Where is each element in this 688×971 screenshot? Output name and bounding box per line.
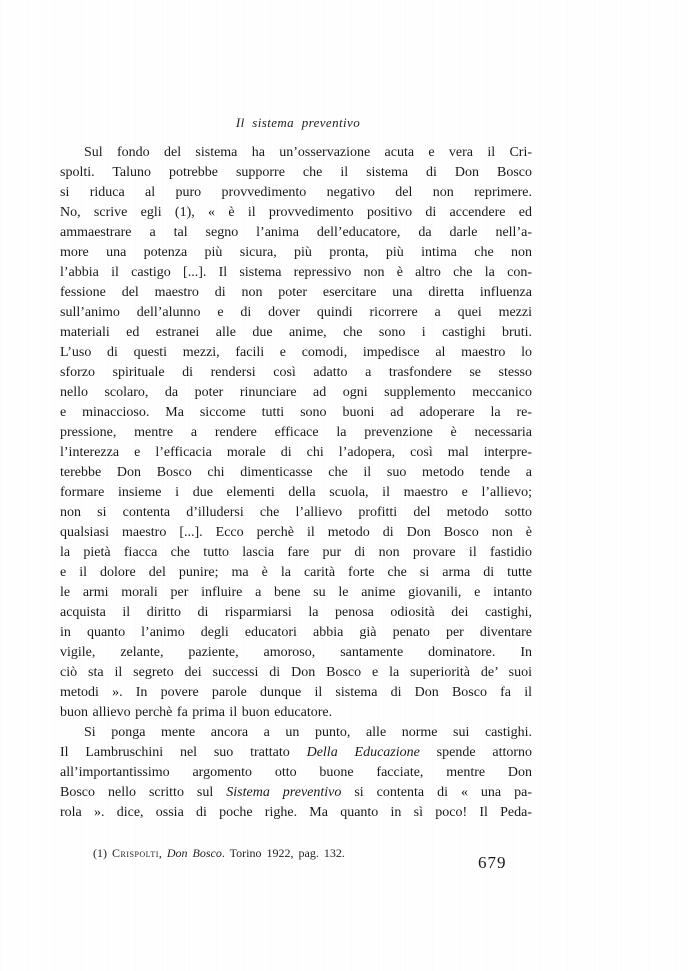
text-segment: si contenta di « una pa- [341,785,532,800]
text-line [60,403,532,423]
text-segment: No, scrive egli (1), « è il provvedimento positivo di accendere ed [60,205,532,220]
text-line [60,583,532,603]
smallcaps-text: Crispolti [112,846,159,860]
text-line [60,803,532,823]
text-segment: rola ». dice, ossia di poche righe. Ma quanto in sì poco! Il Peda- [60,805,532,820]
text-segment: vigile, zelante, paziente, amoroso, santamente dominatore. In [60,645,532,660]
text-line [60,683,532,703]
text-segment: qualsiasi maestro [...]. Ecco perchè il metodo di Don Bosco non è [60,525,532,540]
text-line [60,363,532,383]
text-segment: acquista il diritto di risparmiarsi la penosa odiosità dei castighi, [60,605,532,620]
text-segment: , [158,846,167,860]
text-line [60,763,532,783]
text-line [60,343,532,363]
text-line [60,523,532,543]
text-line [60,303,532,323]
text-segment: Sul fondo del sistema ha un’osservazione acuta e vera il Cri- [84,145,532,160]
footnote [93,845,345,861]
italic-text: Della Educazione [306,745,420,760]
text-segment: Bosco nello scritto sul [60,785,227,800]
text-line [60,703,532,723]
text-segment: terebbe Don Bosco chi dimenticasse che il suo metodo tende a [60,465,532,480]
italic-text: Don Bosco [166,846,222,860]
text-segment: sull’animo dell’alunno e di dover quindi ricorrere a quei mezzi [60,305,532,320]
text-line [60,743,532,763]
text-segment: spolti. Taluno potrebbe supporre che il sistema di Don Bosco [60,165,532,180]
text-segment: ammaestrare a tal segno l’anima dell’educatore, da darle nell’a- [60,225,532,240]
text-segment: Si ponga mente ancora a un punto, alle norme sui castighi. [84,725,532,740]
text-segment: sforzo spirituale di rendersi così adatto a trasfondere se stesso [60,365,532,380]
text-line [60,623,532,643]
text-line [60,643,532,663]
text-segment: metodi ». In povere parole dunque il sistema di Don Bosco fa il [60,685,532,700]
text-segment: Il Lambruschini nel suo trattato [60,745,307,760]
text-segment: L’uso di questi mezzi, facili e comodi, impedisce al maestro lo [60,345,532,360]
text-line [60,543,532,563]
text-line [60,263,532,283]
text-segment: si riduca al puro provvedimento negativo del non reprimere. [60,185,532,200]
text-segment: le armi morali per influire a bene su le anime giovanili, e intanto [60,585,532,600]
text-segment: formare insieme i due elementi della scuola, il maestro e l’allievo; [60,485,532,500]
text-segment: all’importantissimo argomento otto buone facciate, mentre Don [60,765,532,780]
running-head: Il sistema preventivo [235,115,361,130]
text-line [60,203,532,223]
text-segment: fessione del maestro di non poter esercitare una diretta influenza [60,285,532,300]
text-segment: (1) [93,846,112,860]
text-segment: pressione, mentre a rendere efficace la prevenzione è necessaria [60,425,532,440]
text-segment: in quanto l’animo degli educatori abbia già penato per diventare [60,625,532,640]
text-line [60,423,532,443]
text-line [60,503,532,523]
text-line [60,223,532,243]
text-segment: e il dolore del punire; ma è la carità forte che si arma di tutte [60,565,532,580]
text-line [60,243,532,263]
text-segment: materiali ed estranei alle due anime, che sono i castighi bruti. [60,325,532,340]
text-line [60,603,532,623]
text-segment: l’interezza e l’efficacia morale di chi l’adopera, così mal interpre- [60,445,532,460]
text-segment: ciò sta il segreto dei successi di Don Bosco e la superiorità de’ suoi [60,665,532,680]
text-line [60,143,532,163]
text-line [60,383,532,403]
text-line [60,463,532,483]
text-block [60,143,532,823]
text-line [60,483,532,503]
text-line [60,663,532,683]
text-line [60,323,532,343]
text-segment: l’abbia il castigo [...]. Il sistema repressivo non è altro che la con- [60,265,532,280]
text-line [60,283,532,303]
text-line [60,183,532,203]
text-segment: more una potenza più sicura, più pronta, più intima che non [60,245,532,260]
text-segment: spende attorno [419,745,532,760]
page-number: 679 [478,853,507,872]
text-segment: . Torino 1922, pag. 132. [221,846,345,860]
text-line [60,443,532,463]
text-segment: nello scolaro, da poter rinunciare ad ogni supplemento meccanico [60,385,532,400]
text-line [60,723,532,743]
text-segment: e minaccioso. Ma siccome tutti sono buoni ad adoperare la re- [60,405,532,420]
text-line [60,783,532,803]
text-segment: buon allievo perchè fa prima il buon educatore. [60,705,333,720]
text-line [60,163,532,183]
text-segment: non si contenta d’illudersi che l’allievo profitti del metodo sotto [60,505,532,520]
text-segment: la pietà fiacca che tutto lascia fare pur di non provare il fastidio [60,545,532,560]
italic-text: Sistema preventivo [226,785,342,800]
text-line [60,563,532,583]
